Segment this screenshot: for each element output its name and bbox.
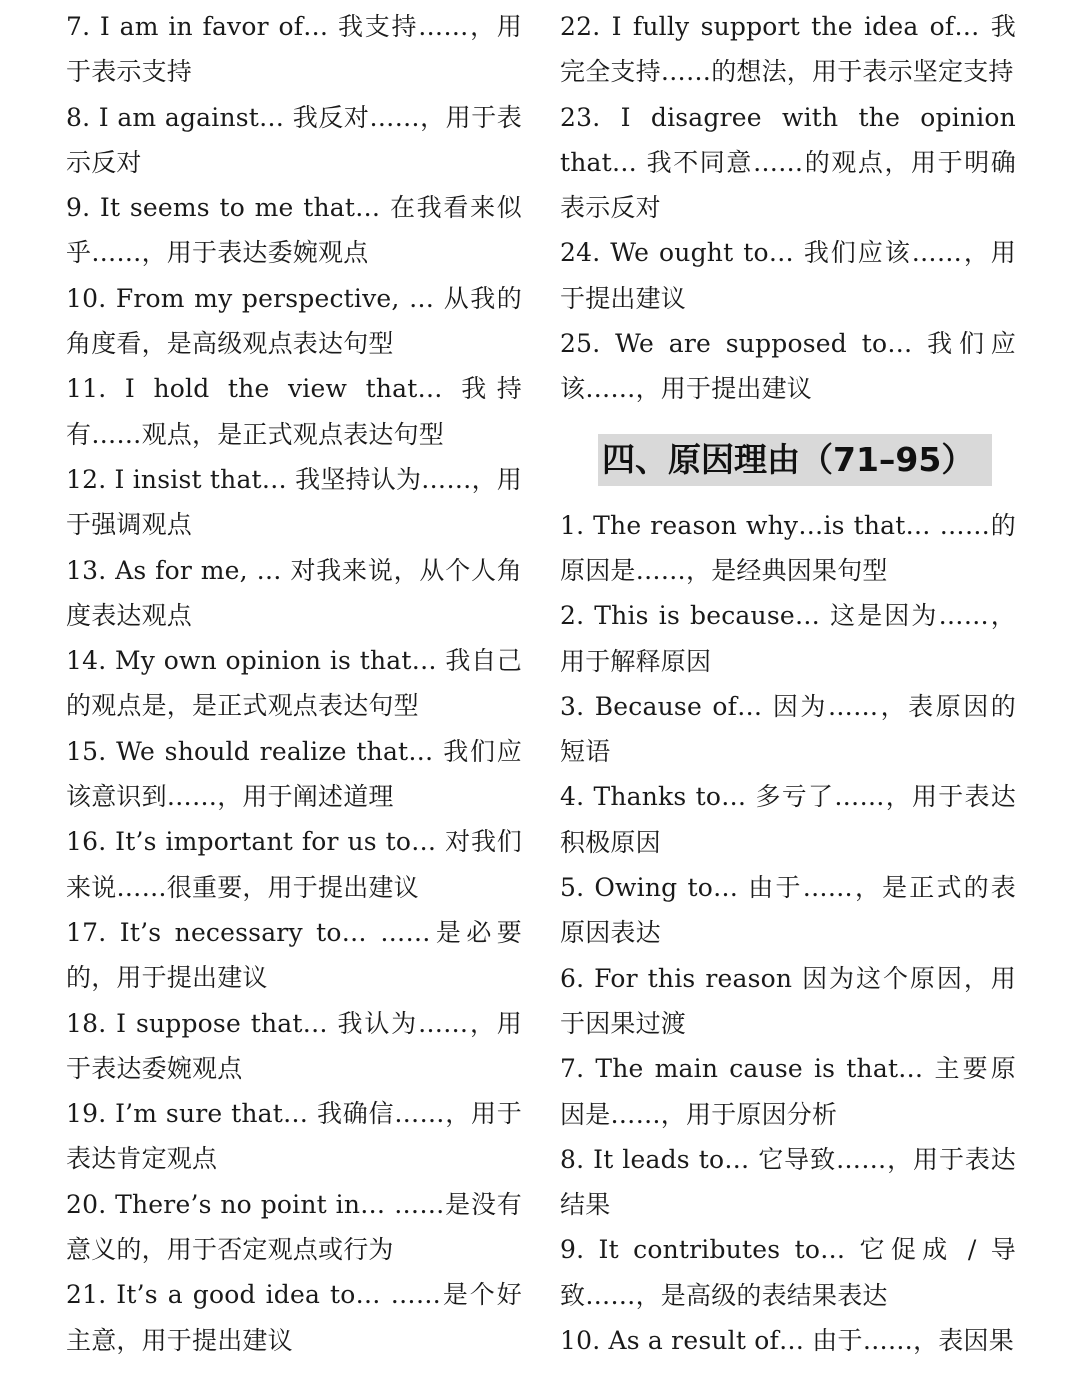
- section-heading-wrap: [560, 412, 1016, 503]
- list-item: 11. I hold the view that… 我持有……观点，是正式观点表达句型: [66, 374, 522, 449]
- list-item: 12. I insist that… 我坚持认为……，用于强调观点: [66, 464, 522, 540]
- list-item: 10. As a result of… 由于……，表因果: [560, 1326, 1014, 1356]
- list-item: 3. Because of… 因为……，表原因的短语: [560, 691, 1016, 767]
- list-item: 19. I’m sure that… 我确信……，用于表达肯定观点: [66, 1099, 522, 1174]
- list-item: 18. I suppose that… 我认为……，用于表达委婉观点: [66, 1008, 522, 1083]
- list-item: 4. Thanks to… 多亏了……，用于表达积极原因: [560, 782, 1016, 857]
- right-column: [560, 4, 1016, 1363]
- section-heading: 四、原因理由（71–95）: [598, 434, 992, 486]
- list-item: 25. We are supposed to… 我们应该……，用于提出建议: [560, 329, 1016, 404]
- list-item: 17. It’s necessary to… ……是必要的，用于提出建议: [66, 917, 522, 993]
- list-item: 9. It seems to me that… 在我看来似乎……，用于表达委婉观点: [66, 193, 522, 268]
- list-item: 2. This is because… 这是因为……，用于解释原因: [560, 601, 1016, 676]
- list-item: 1. The reason why…is that… ……的原因是……，是经典因果句型: [560, 510, 1016, 585]
- list-item: 21. It’s a good idea to… ……是个好主意，用于提出建议: [66, 1280, 522, 1355]
- list-item: 7. I am in favor of… 我支持……，用于表示支持: [66, 12, 522, 87]
- list-item: 23. I disagree with the opinion that… 我不同意……的观点，用于明确表示反对: [560, 102, 1016, 223]
- list-item: 9. It contributes to… 它促成 / 导致……，是高级的表结果表达: [560, 1235, 1016, 1310]
- list-item: 10. From my perspective, … 从我的角度看，是高级观点表达句型: [66, 283, 522, 359]
- list-item: 14. My own opinion is that… 我自己的观点是，是正式观点表达句型: [66, 646, 522, 721]
- list-item: 8. It leads to… 它导致……，用于表达结果: [560, 1144, 1016, 1220]
- list-item: 15. We should realize that… 我们应该意识到……，用于阐述道理: [66, 736, 522, 812]
- list-item: 22. I fully support the idea of… 我完全支持……的想法，用于表示坚定支持: [560, 12, 1016, 87]
- list-item: 20. There’s no point in… ……是没有意义的，用于否定观点或行为: [66, 1189, 522, 1265]
- list-item: 6. For this reason 因为这个原因，用于因果过渡: [560, 963, 1016, 1038]
- list-item: 7. The main cause is that… 主要原因是……，用于原因分析: [560, 1054, 1016, 1129]
- left-column: [66, 4, 522, 1363]
- list-item: 24. We ought to… 我们应该……，用于提出建议: [560, 238, 1016, 313]
- list-item: 13. As for me, … 对我来说，从个人角度表达观点: [66, 555, 522, 630]
- list-item: 8. I am against… 我反对……，用于表示反对: [66, 102, 522, 177]
- list-item: 5. Owing to… 由于……，是正式的表原因表达: [560, 873, 1016, 948]
- list-item: 16. It’s important for us to… 对我们来说……很重要，用于提出建议: [66, 827, 522, 902]
